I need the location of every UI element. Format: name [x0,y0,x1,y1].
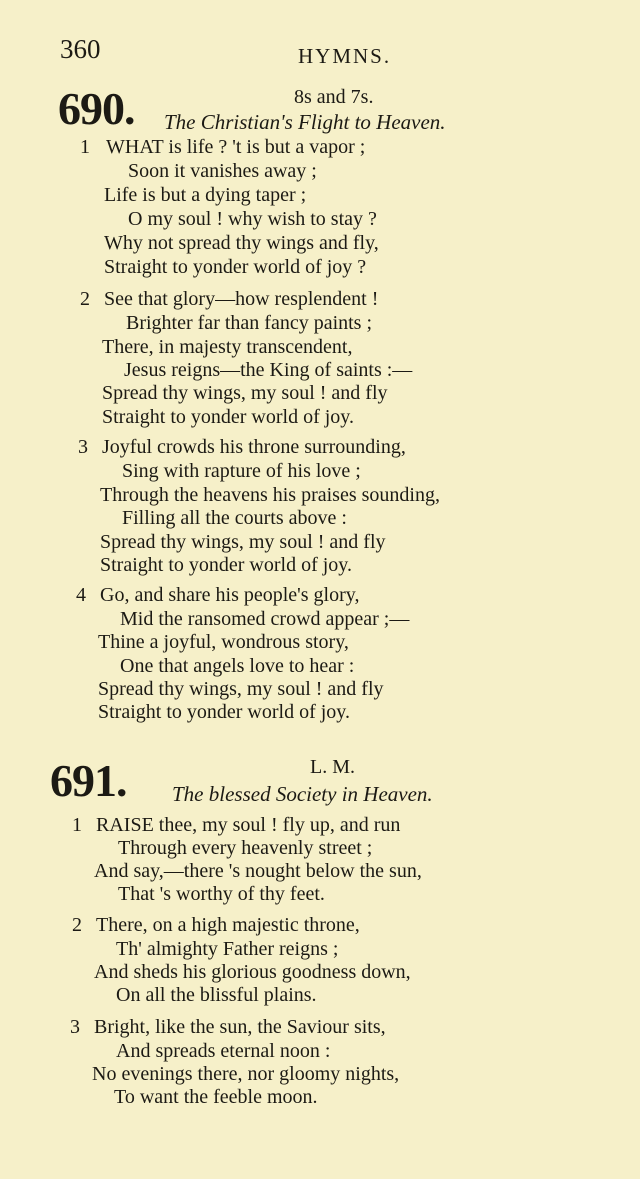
verse-line: Jesus reigns—the King of saints :— [124,359,413,381]
verse-line: Through the heavens his praises sounding, [100,484,440,506]
verse-line: On all the blissful plains. [116,984,317,1006]
verse-number: 4 [76,584,86,606]
verse-line: RAISE thee, my soul ! fly up, and run [96,814,401,836]
running-head: HYMNS. [298,44,392,68]
hymn-meter: 8s and 7s. [294,86,374,108]
verse-line: One that angels love to hear : [120,655,355,677]
verse-line: See that glory—how resplendent ! [104,288,379,310]
verse-number: 2 [80,288,90,310]
verse-line: Go, and share his people's glory, [100,584,360,606]
verse-line: Spread thy wings, my soul ! and fly [102,382,388,404]
verse-line: Sing with rapture of his love ; [122,460,361,482]
verse-line: Why not spread thy wings and fly, [104,232,379,254]
verse-line: Straight to yonder world of joy. [100,554,353,576]
verse-number: 1 [72,814,82,836]
verse-number: 1 [80,136,90,158]
verse-line: To want the feeble moon. [114,1086,318,1108]
hymn-title: The blessed Society in Heaven. [172,782,433,806]
hymn-number: 690. [58,83,135,134]
verse-line: Th' almighty Father reigns ; [116,938,339,960]
verse-number: 3 [70,1016,80,1038]
verse-line: Straight to yonder world of joy. [98,701,351,723]
verse-number: 2 [72,914,82,936]
verse-line: And spreads eternal noon : [116,1040,331,1062]
verse-line: And sheds his glorious goodness down, [94,961,411,983]
verse-line: Life is but a dying taper ; [104,184,307,206]
verse-line: Spread thy wings, my soul ! and fly [98,678,384,700]
page-number: 360 [60,34,101,64]
verse-line: Mid the ransomed crowd appear ;— [120,608,410,630]
verse-number: 3 [78,436,88,458]
verse-line: Spread thy wings, my soul ! and fly [100,531,386,553]
hymn-meter: L. M. [310,756,355,778]
verse-line: And say,—there 's nought below the sun, [94,860,422,882]
verse-line: O my soul ! why wish to stay ? [128,208,377,230]
verse-line: WHAT is life ? 't is but a vapor ; [106,136,366,158]
verse-line: That 's worthy of thy feet. [118,883,325,905]
verse-line: Bright, like the sun, the Saviour sits, [94,1016,386,1038]
verse-line: Straight to yonder world of joy ? [104,256,367,278]
verse-line: Brighter far than fancy paints ; [126,312,373,334]
hymn-number: 691. [50,755,127,806]
verse-line: Thine a joyful, wondrous story, [98,631,349,653]
verse-line: Soon it vanishes away ; [128,160,317,182]
verse-line: No evenings there, nor gloomy nights, [92,1063,400,1085]
verse-line: Joyful crowds his throne surrounding, [102,436,406,458]
verse-line: Filling all the courts above : [122,507,347,529]
verse-line: Through every heavenly street ; [118,837,373,859]
verse-line: There, on a high majestic throne, [96,914,360,936]
verse-line: There, in majesty transcendent, [102,336,353,358]
verse-line: Straight to yonder world of joy. [102,406,355,428]
hymn-title: The Christian's Flight to Heaven. [164,110,446,134]
